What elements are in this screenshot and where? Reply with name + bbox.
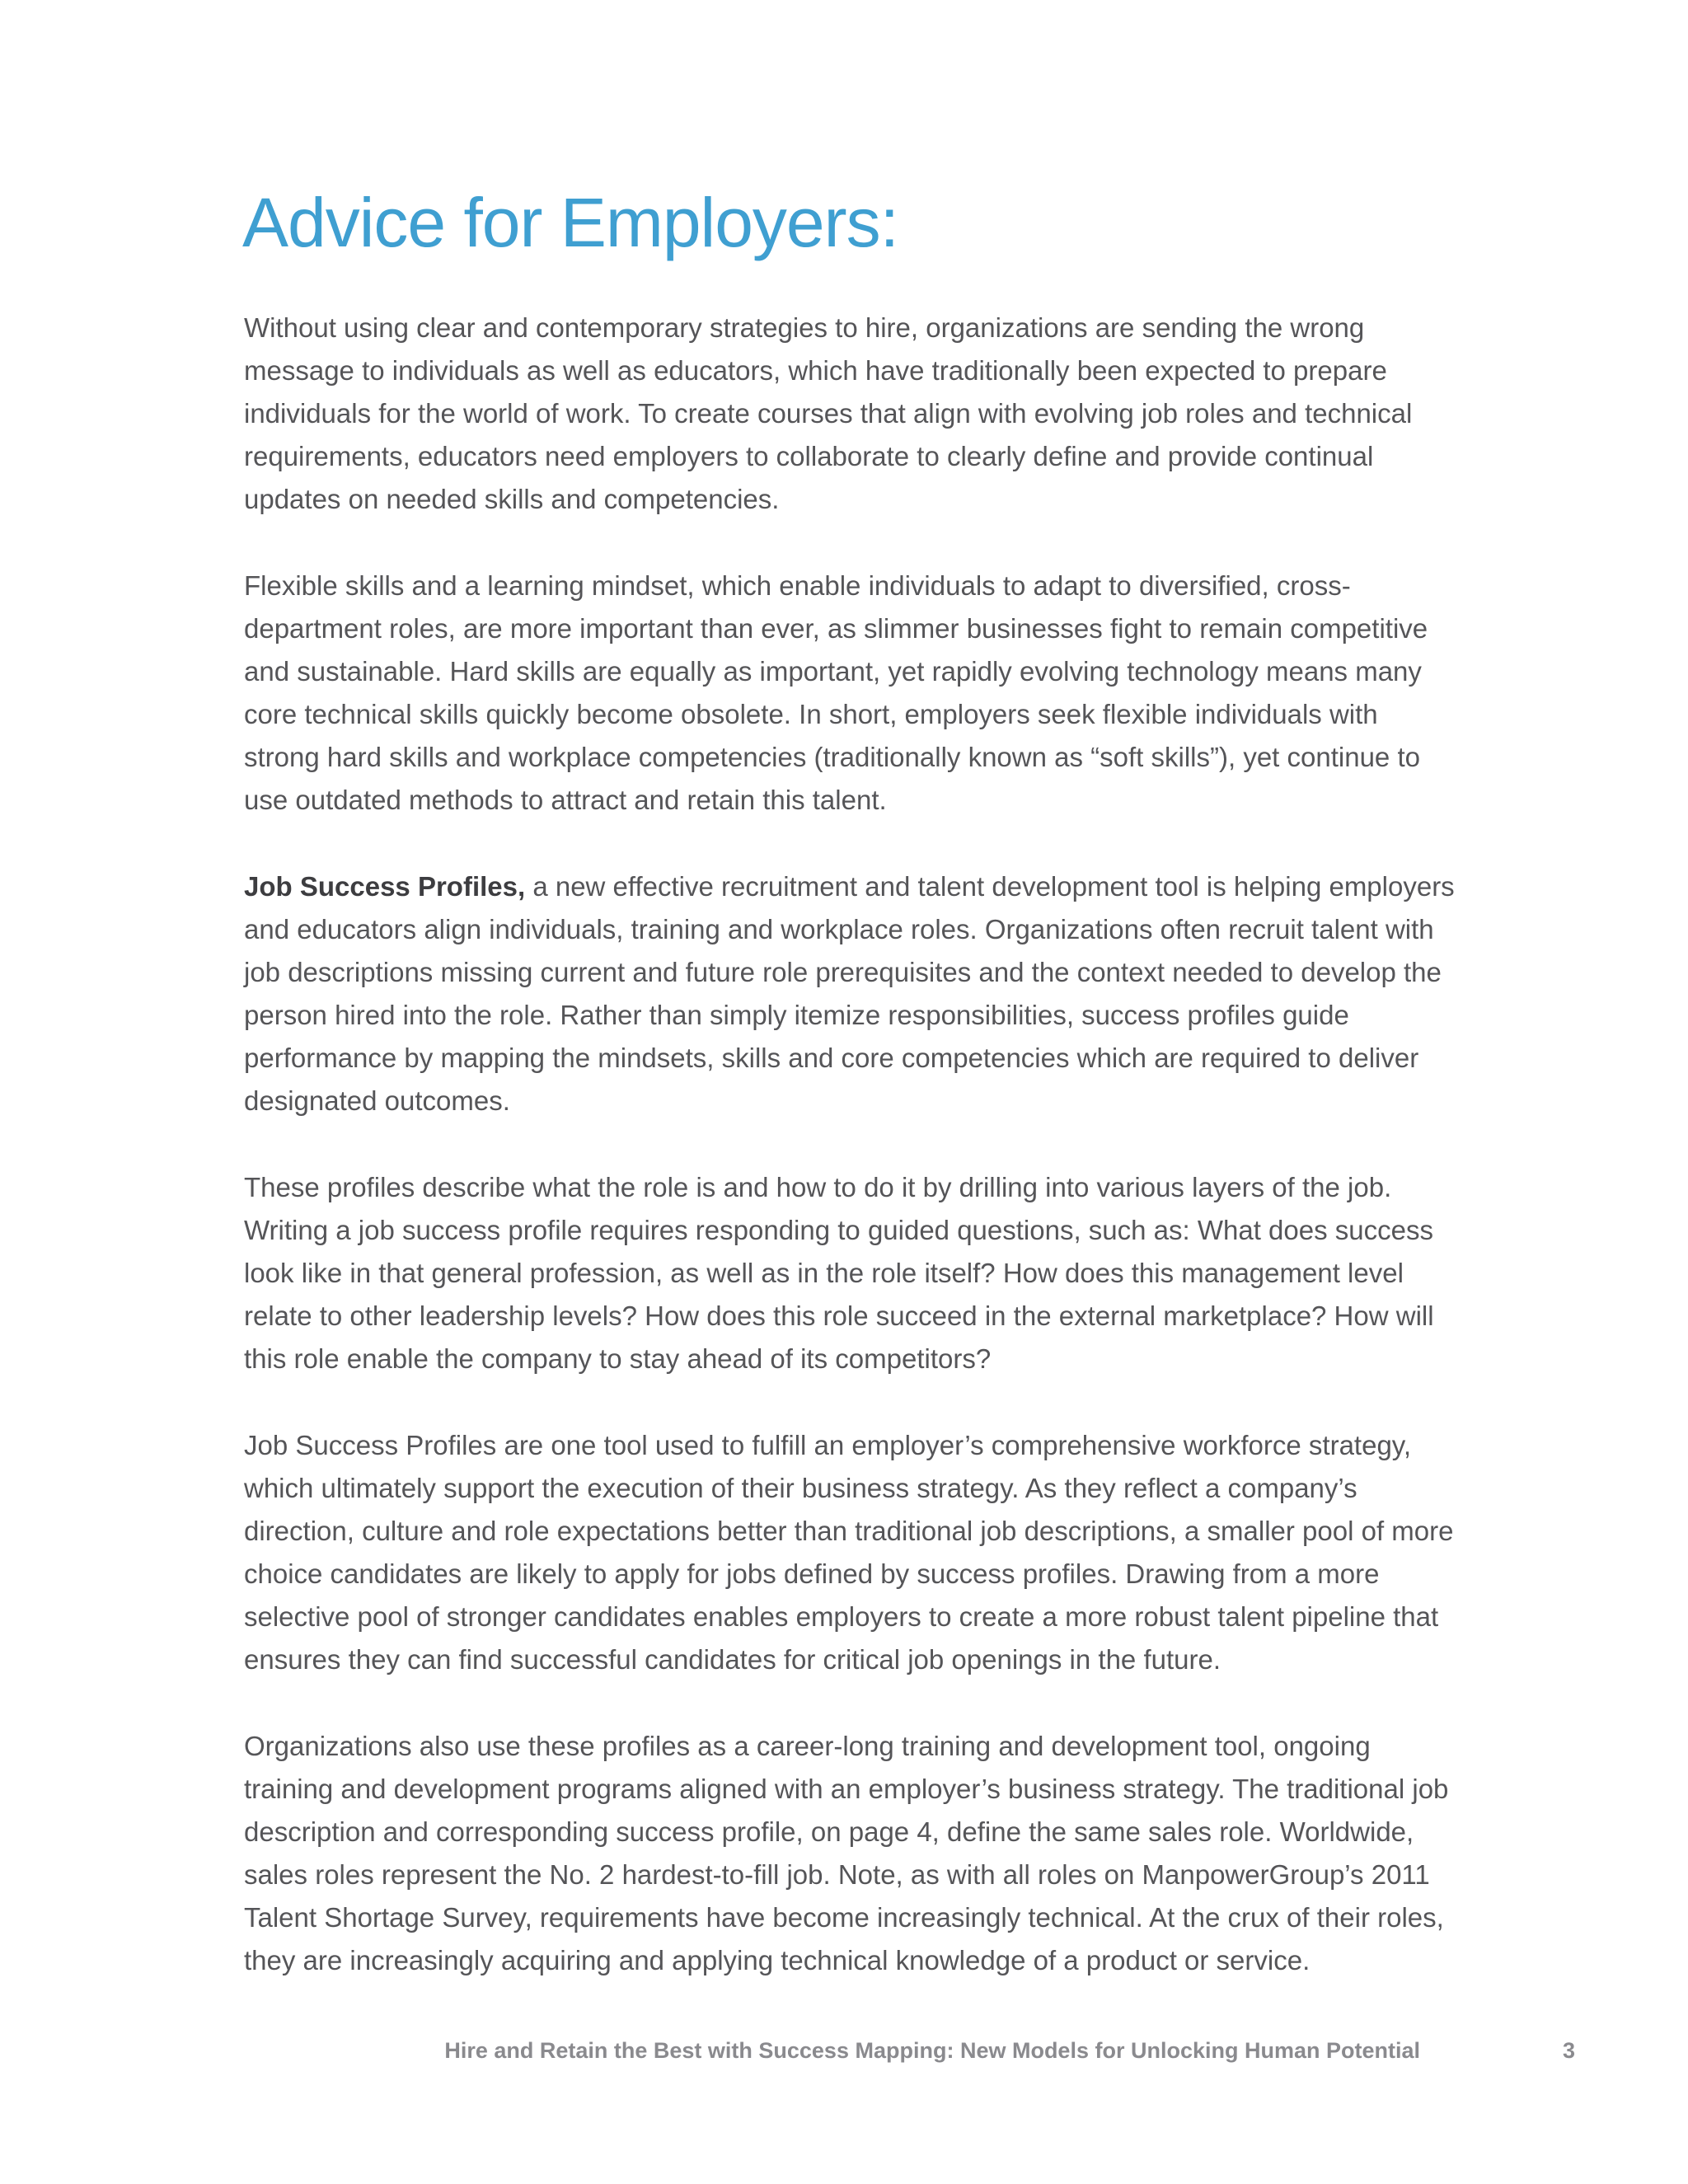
paragraph-text: Job Success Profiles are one tool used to fulfill an employer’s comprehensive workforce strategy, which ultimately support the execution of their business strategy. As they reflect a company’s direction, culture and role expectations better than traditional job descriptions, a smaller pool of more choice candidates are likely to apply for jobs defined by success profiles. Drawing from a more selective pool of stronger candidates enables employers to create a more robust talent pipeline that ensures they can find successful candidates for critical job openings in the future. bbox=[244, 1430, 1454, 1675]
paragraph-text: These profiles describe what the role is and how to do it by drilling into various layers of the job. Writing a job success profile requires responding to guided questions, such as: What does success look like in that general profession, as well as in the role itself? How does this management level relate to other leadership levels? How does this role succeed in the external marketplace? How will this role enable the company to stay ahead of its competitors? bbox=[244, 1172, 1434, 1374]
paragraph-text: Without using clear and contemporary strategies to hire, organizations are sending the wrong message to individuals as well as educators, which have traditionally been expected to prepare individuals for the world of work. To create courses that align with evolving job roles and technical requirements, educators need employers to collaborate to clearly define and provide continual updates on needed skills and competencies. bbox=[244, 312, 1413, 514]
body-text bbox=[244, 307, 1456, 2026]
page-heading: Advice for Employers: bbox=[242, 184, 898, 261]
paragraph-3 bbox=[244, 865, 1456, 1122]
paragraph-text: a new effective recruitment and talent development tool is helping employers and educators align individuals, training and workplace roles. Organizations often recruit talent with job descriptions missing current and future role prerequisites and the context needed to develop the person hired into the role. Rather than simply itemize responsibilities, success profiles guide performance by mapping the mindsets, skills and core competencies which are required to deliver designated outcomes. bbox=[244, 871, 1455, 1116]
page-number: 3 bbox=[1563, 2038, 1576, 2063]
paragraph-4 bbox=[244, 1166, 1456, 1380]
paragraph-lead: Job Success Profiles, bbox=[244, 871, 526, 902]
footer-title: Hire and Retain the Best with Success Mapping: New Models for Unlocking Human Potential bbox=[444, 2038, 1420, 2063]
paragraph-text: Organizations also use these profiles as a career-long training and development tool, ongoing training and development programs aligned with an employer’s business strategy. The traditional job description and corresponding success profile, on page 4, define the same sales role. Worldwide, sales roles represent the No. 2 hardest-to-fill job. Note, as with all roles on ManpowerGroup’s 2011 Talent Shortage Survey, requirements have become increasingly technical. At the crux of their roles, they are increasingly acquiring and applying technical knowledge of a product or service. bbox=[244, 1731, 1449, 1975]
paragraph-text: Flexible skills and a learning mindset, which enable individuals to adapt to diversified, cross-department roles, are more important than ever, as slimmer businesses fight to remain competitive and sustainable. Hard skills are equally as important, yet rapidly evolving technology means many core technical skills quickly become obsolete. In short, employers seek flexible individuals with strong hard skills and workplace competencies (traditionally known as “soft skills”), yet continue to use outdated methods to attract and retain this talent. bbox=[244, 570, 1428, 815]
paragraph-6 bbox=[244, 1725, 1456, 1982]
paragraph-1 bbox=[244, 307, 1456, 521]
paragraph-2 bbox=[244, 565, 1456, 822]
paragraph-5 bbox=[244, 1424, 1456, 1681]
